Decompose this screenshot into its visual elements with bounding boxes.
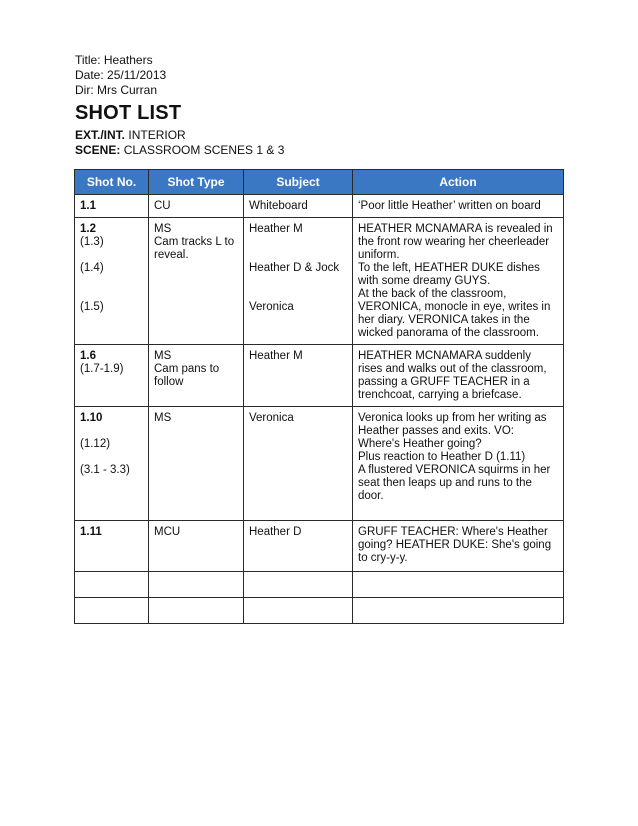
action-text: ‘Poor little Heather’ written on board: [358, 200, 541, 212]
table-row: [75, 195, 564, 218]
scene-line: [75, 143, 284, 158]
action-text: A flustered VERONICA squirms in her seat then leaps up and runs to the door.: [358, 464, 551, 502]
action-text: At the back of the classroom, VERONICA, monocle in eye, writes in her diary. VERONICA takes in the wicked panorama of the classroom.: [358, 288, 551, 339]
column-header-shot-type: Shot Type: [149, 170, 244, 195]
column-header-action: Action: [353, 170, 564, 195]
subject-cell: [244, 218, 353, 345]
subject: Veronica: [249, 301, 294, 313]
shot-number: 1.2: [80, 223, 96, 235]
shot-number-cell: [75, 195, 149, 218]
shot-type-cell: [149, 345, 244, 407]
action-text: HEATHER MCNAMARA suddenly rises and walks out of the classroom, passing a GRUFF TEACHER in a trenchcoat, carrying a briefcase.: [358, 350, 547, 401]
empty-cell: [75, 598, 149, 624]
column-header-subject: Subject: [244, 170, 353, 195]
empty-cell: [353, 598, 564, 624]
shot-number: 1.10: [80, 412, 103, 424]
shot-number-cell: [75, 218, 149, 345]
subject: Heather M: [249, 350, 303, 362]
shot-number-alt: (1.12): [80, 438, 111, 450]
subject: Heather D & Jock: [249, 262, 340, 274]
action-text: GRUFF TEACHER: Where's Heather going? HEATHER DUKE: She's going to cry-y-y.: [358, 526, 552, 564]
empty-cell: [244, 572, 353, 598]
table-header-row: [75, 170, 564, 195]
title-line: Title: Heathers: [75, 53, 153, 67]
shot-number: 1.6: [80, 350, 96, 362]
empty-cell: [353, 572, 564, 598]
shot-number: 1.1: [80, 200, 96, 212]
location-value: INTERIOR: [128, 128, 186, 142]
scene-value: CLASSROOM SCENES 1 & 3: [123, 143, 285, 157]
action-cell: [353, 407, 564, 521]
table-row: [75, 521, 564, 572]
subject-cell: [244, 345, 353, 407]
shot-number-alt: (3.1 - 3.3): [80, 464, 130, 476]
shot-type: MS: [154, 350, 172, 362]
shot-type: CU: [154, 200, 171, 212]
subject: Heather D: [249, 526, 302, 538]
action-text: HEATHER MCNAMARA is revealed in the front row wearing her cheerleader uniform.: [358, 223, 553, 261]
page-title: SHOT LIST: [75, 102, 182, 124]
table-row: [75, 407, 564, 521]
subject-cell: [244, 407, 353, 521]
subject: Heather M: [249, 223, 303, 235]
column-header-shot-no: Shot No.: [75, 170, 149, 195]
shot-type-cell: [149, 407, 244, 521]
shot-type-cell: [149, 218, 244, 345]
shot-list-table: [74, 169, 564, 624]
table-row: [75, 218, 564, 345]
shot-number-alt: (1.7-1.9): [80, 363, 124, 375]
director-line: Dir: Mrs Curran: [75, 83, 158, 97]
subject-cell: [244, 521, 353, 572]
table-row: [75, 345, 564, 407]
action-text: To the left, HEATHER DUKE dishes with some dreamy GUYS.: [358, 262, 540, 287]
shot-number: 1.11: [80, 526, 102, 538]
subject-cell: [244, 195, 353, 218]
shot-type: MCU: [154, 526, 181, 538]
action-text: Veronica looks up from her writing as Heather passes and exits. VO: Where's Heather going?: [358, 412, 547, 450]
location-line: [75, 128, 284, 143]
shot-type-cell: [149, 195, 244, 218]
subject: Whiteboard: [249, 200, 308, 212]
action-cell: [353, 345, 564, 407]
shot-number-alt: (1.5): [80, 301, 104, 313]
document-header: [75, 53, 284, 158]
action-cell: [353, 195, 564, 218]
subject: Veronica: [249, 412, 294, 424]
shot-number-cell: [75, 521, 149, 572]
shot-number-cell: [75, 407, 149, 521]
shot-type-detail: Cam tracks L to reveal.: [154, 236, 235, 261]
shot-type: MS: [154, 223, 172, 235]
date-line: Date: 25/11/2013: [75, 68, 167, 82]
empty-cell: [149, 572, 244, 598]
empty-cell: [149, 598, 244, 624]
shot-number-alt: (1.3): [80, 236, 104, 248]
scene-label: SCENE:: [75, 143, 121, 157]
shot-type-detail: Cam pans to follow: [154, 363, 220, 388]
table-row-empty: [75, 572, 564, 598]
action-cell: [353, 521, 564, 572]
table-row-empty: [75, 598, 564, 624]
location-label: EXT./INT.: [75, 128, 126, 142]
shot-number-cell: [75, 345, 149, 407]
shot-number-alt: (1.4): [80, 262, 104, 274]
empty-cell: [244, 598, 353, 624]
shot-type: MS: [154, 412, 172, 424]
empty-cell: [75, 572, 149, 598]
action-text: Plus reaction to Heather D (1.11): [358, 451, 526, 463]
shot-type-cell: [149, 521, 244, 572]
action-cell: [353, 218, 564, 345]
